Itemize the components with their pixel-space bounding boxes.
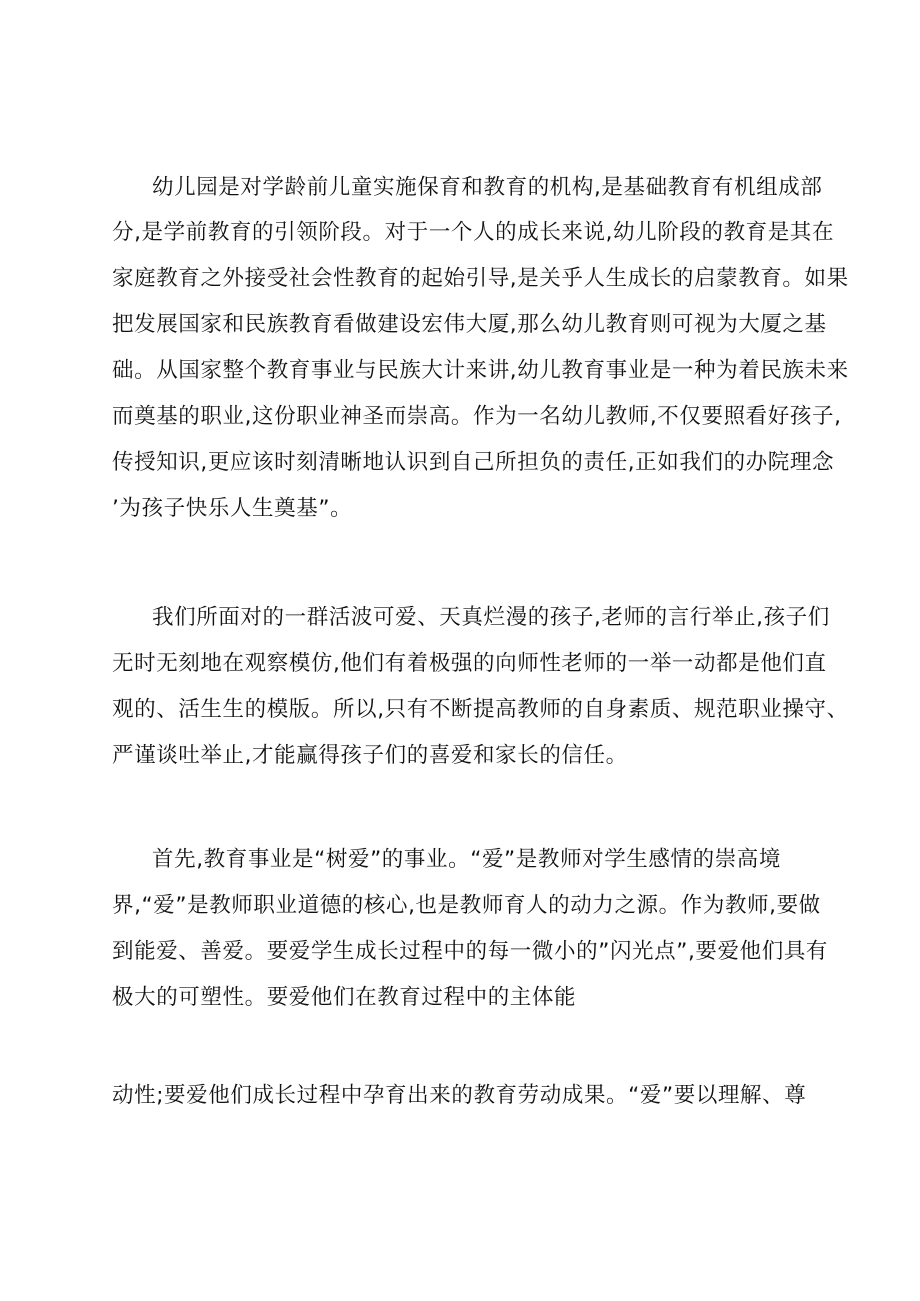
paragraph-line: 无时无刻地在观察模仿,他们有着极强的向师性老师的一举一动都是他们直 [112,651,827,676]
paragraph-line: 到能爱、善爱。要爱学生成长过程中的每一微小的”闪光点”,要爱他们具有 [112,939,829,964]
paragraph-line: 家庭教育之外接受社会性教育的起始引导,是关乎人生成长的启蒙教育。如果 [112,266,849,291]
paragraph-line: ’为孩子快乐人生奠基”。 [112,496,353,521]
paragraph-line: 把发展国家和民族教育看做建设宏伟大厦,那么幼儿教育则可视为大厦之基 [112,312,827,337]
paragraph-line: 而奠基的职业,这份职业神圣而崇高。作为一名幼儿教师,不仅要照看好孩子, [112,404,842,429]
paragraph-line: 界,“爱”是教师职业道德的核心,也是教师育人的动力之源。作为教师,要做 [112,893,821,918]
paragraph-line: 首先,教育事业是“树爱”的事业。“爱”是教师对学生感情的崇高境 [152,847,781,872]
paragraph-line: 我们所面对的一群活波可爱、天真烂漫的孩子,老师的言行举止,孩子们 [152,605,830,630]
paragraph-line: 传授知识,更应该时刻清晰地认识到自己所担负的责任,正如我们的办院理念 [112,450,835,475]
paragraph-line: 础。从国家整个教育事业与民族大计来讲,幼儿教育事业是一种为着民族未来 [112,358,849,383]
paragraph-line: 极大的可塑性。要爱他们在教育过程中的主体能 [112,985,577,1010]
paragraph-line: 动性;要爱他们成长过程中孕育出来的教育劳动成果。“爱”要以理解、尊 [112,1083,807,1108]
paragraph-line: 观的、活生生的模版。所以,只有不断提高教师的自身素质、规范职业操守、 [112,697,849,722]
paragraph-line: 分,是学前教育的引领阶段。对于一个人的成长来说,幼儿阶段的教育是其在 [112,220,835,245]
paragraph-line: 严谨谈吐举止,才能赢得孩子们的喜爱和家长的信任。 [112,743,628,768]
paragraph-line: 幼儿园是对学龄前儿童实施保育和教育的机构,是基础教育有机组成部 [152,175,823,200]
